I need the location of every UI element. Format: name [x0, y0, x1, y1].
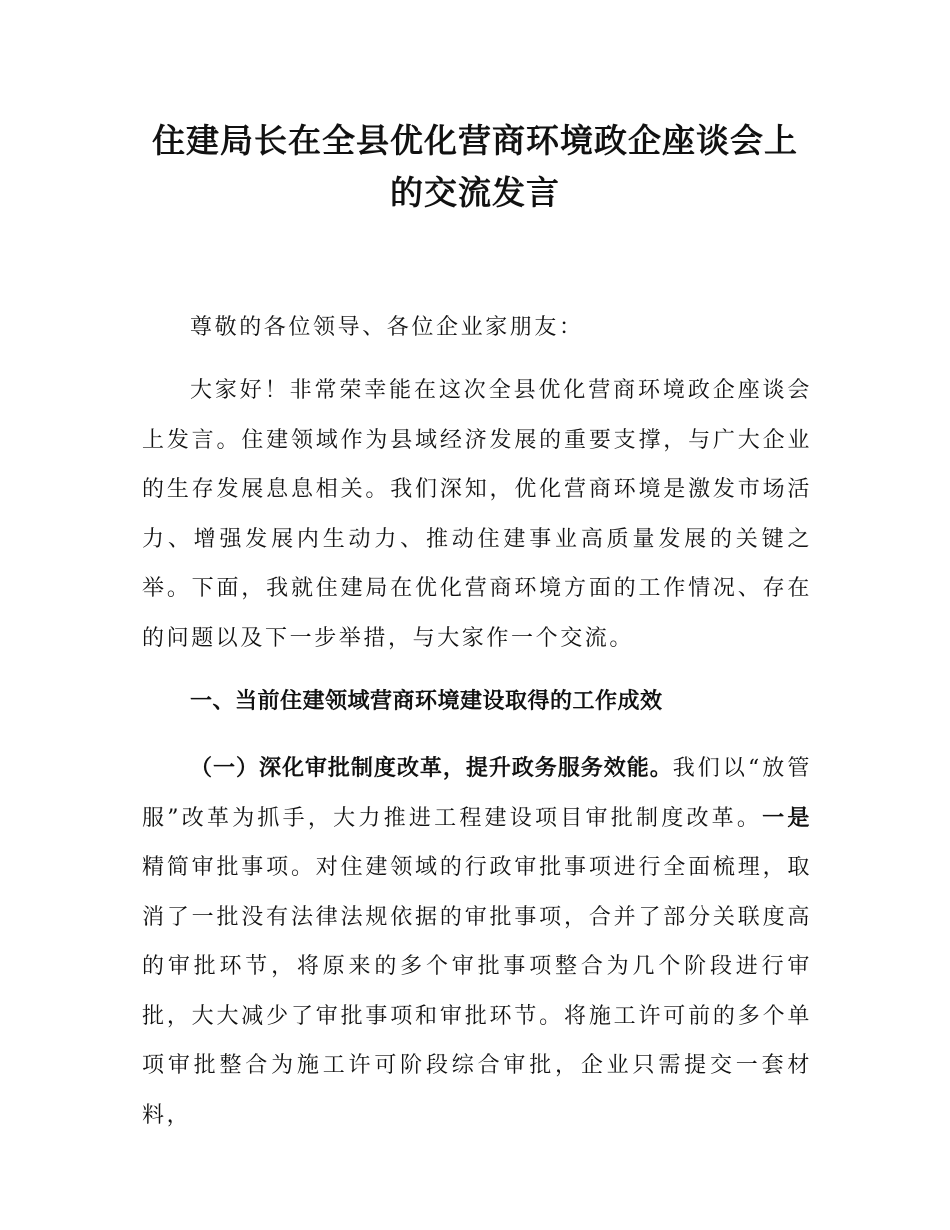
document-title-line-2: 的交流发言: [390, 173, 560, 212]
item-one-body: 精简审批事项。对住建领域的行政审批事项进行全面梳理，取消了一批没有法律法规依据的审批事项，合并了部分关联度高的审批环节，将原来的多个审批事项整合为几个阶段进行审批，大大减少了审批事项和审批环节。将施工许可前的多个单项审批整合为施工许可阶段综合审批，企业只需提交一套材料，: [142, 855, 812, 1128]
subsection-1-text: [142, 744, 812, 1140]
intro-paragraph-text: 大家好！非常荣幸能在这次全县优化营商环境政企座谈会上发言。住建领域作为县域经济发展的重要支撑，与广大企业的生存发展息息相关。我们深知，优化营商环境是激发市场活力、增强发展内生动力、推动住建事业高质量发展的关键之举。下面，我就住建局在优化营商环境方面的工作情况、存在的问题以及下一步举措，与大家作一个交流。: [142, 378, 812, 651]
subsection-1-paragraph: [142, 744, 812, 1140]
section-heading-1: 一、当前住建领域营商环境建设取得的工作成效: [190, 689, 663, 714]
subsection-1-body: 我们以“放管服”改革为抓手，大力推进工程建设项目审批制度改革。: [142, 756, 812, 831]
salutation: 尊敬的各位领导、各位企业家朋友：: [190, 315, 584, 340]
item-lead-one: 一是: [762, 805, 813, 831]
intro-paragraph: [142, 366, 812, 663]
document-title-line-1: 住建局长在全县优化营商环境政企座谈会上: [152, 121, 798, 160]
subsection-1-heading: （一）深化审批制度改革，提升政务服务效能。: [190, 756, 673, 781]
